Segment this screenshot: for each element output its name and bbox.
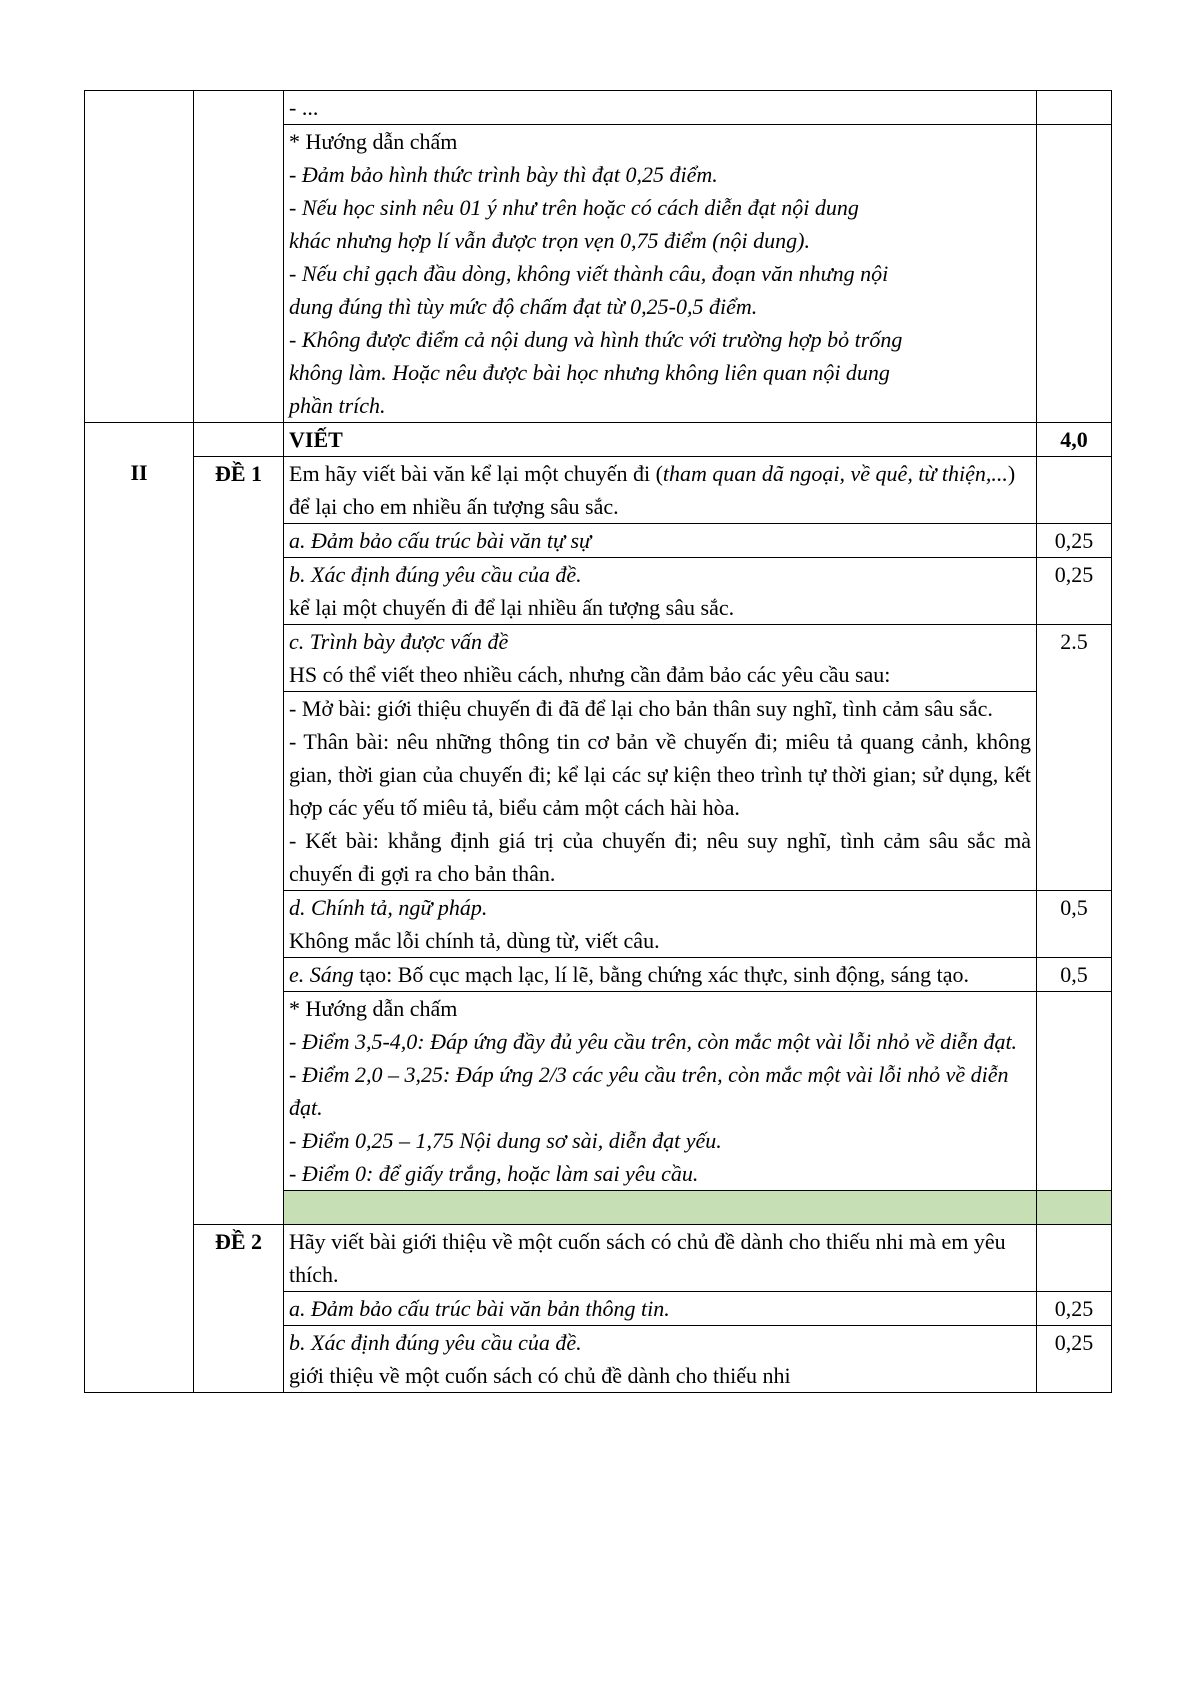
guide-line: - Điểm 2,0 – 3,25: Đáp ứng 2/3 các yêu cầu trên, còn mắc một vài lỗi nhỏ về diễn đạt. [289, 1062, 1009, 1120]
section-number [85, 423, 194, 1393]
guide-line: dung đúng thì tùy mức độ chấm đạt từ 0,25-0,5 điểm. [289, 294, 758, 319]
criterion-b-title: b. Xác định đúng yêu cầu của đề. [289, 1330, 582, 1355]
criterion-e-text: tạo: Bố cục mạch lạc, lí lẽ, bằng chứng xác thực, sinh động, sáng tạo. [353, 962, 970, 987]
de1-criterion-b [284, 558, 1037, 625]
criterion-a-text: a. Đảm bảo cấu trúc bài văn tự sự [289, 528, 592, 553]
score-a-text: 0,25 [1054, 528, 1094, 553]
highlight-cell [1037, 1191, 1112, 1225]
de1-score-e [1037, 958, 1112, 992]
de2-label [194, 1225, 284, 1393]
criterion-b-text: kể lại một chuyến đi để lại nhiều ấn tượng sâu sắc. [289, 595, 735, 620]
score-b-text: 0,25 [1054, 1330, 1094, 1355]
de1-score-d [1037, 891, 1112, 958]
de1-score-b [1037, 558, 1112, 625]
cell-empty [194, 423, 284, 457]
section-title [284, 423, 1037, 457]
guide-line: - Điểm 0: để giấy trắng, hoặc làm sai yêu cầu. [289, 1161, 699, 1186]
grading-table [84, 90, 1112, 1393]
section-roman: II [130, 460, 148, 485]
guide-title: * Hướng dẫn chấm [289, 129, 458, 154]
guide-line: khác nhưng hợp lí vẫn được trọn vẹn 0,75 điểm (nội dung). [289, 228, 810, 253]
de2-criterion-b [284, 1326, 1037, 1393]
de1-prompt-italic: tham quan dã ngoại, về quê, từ thiện,... [662, 461, 1008, 486]
de1-criterion-a [284, 524, 1037, 558]
criterion-b-title: b. Xác định đúng yêu cầu của đề. [289, 562, 582, 587]
table-row [85, 423, 1112, 457]
de2-prompt-text: Hãy viết bài giới thiệu về một cuốn sách có chủ đề dành cho thiếu nhi mà em yêu thích. [289, 1229, 1006, 1287]
de1-criterion-e [284, 958, 1037, 992]
guide-line: phần trích. [289, 393, 386, 418]
de1-label [194, 457, 284, 1225]
cell-empty [1037, 1225, 1112, 1292]
guide-line: không làm. Hoặc nêu được bài học nhưng không liên quan nội dung [289, 360, 890, 385]
guide-line: - Nếu học sinh nêu 01 ý như trên hoặc có cách diễn đạt nội dung [289, 195, 859, 220]
de1-criterion-c [284, 625, 1037, 692]
score-c-text: 2.5 [1060, 629, 1088, 654]
score-b-text: 0,25 [1054, 562, 1094, 587]
score-e-text: 0,5 [1060, 962, 1088, 987]
criterion-d-title: d. Chính tả, ngữ pháp. [289, 895, 488, 920]
de1-guide [284, 992, 1037, 1191]
de1-score-a [1037, 524, 1112, 558]
de1-score-c [1037, 625, 1112, 891]
section-score-text: 4,0 [1060, 427, 1088, 452]
criterion-c-text: HS có thể viết theo nhiều cách, nhưng cần đảm bảo các yêu cầu sau: [289, 662, 891, 687]
guide-line: - Không được điểm cả nội dung và hình thức với trường hợp bỏ trống [289, 327, 903, 352]
continuation-dash [284, 91, 1037, 125]
cell-empty [1037, 992, 1112, 1191]
outline-body: - Thân bài: nêu những thông tin cơ bản về chuyến đi; miêu tả quang cảnh, không gian, thời gian của chuyến đi; kể lại các sự kiện theo trình tự thời gian; sử dụng, kết hợp các yếu tố miêu tả, biểu cảm một cách hài hòa. [289, 729, 1031, 820]
criterion-a-text: a. Đảm bảo cấu trúc bài văn bản thông tin. [289, 1296, 670, 1321]
section-title-text: VIẾT [289, 427, 343, 452]
de2-prompt [284, 1225, 1037, 1292]
de1-prompt [284, 457, 1037, 524]
cell-empty [194, 91, 284, 423]
de2-label-text: ĐỀ 2 [214, 1229, 263, 1254]
outline-intro: - Mở bài: giới thiệu chuyến đi đã để lại cho bản thân suy nghĩ, tình cảm sâu sắc. [289, 696, 993, 721]
guide-title: * Hướng dẫn chấm [289, 996, 458, 1021]
outline-conclusion: - Kết bài: khẳng định giá trị của chuyến đi; nêu suy nghĩ, tình cảm sâu sắc mà chuyến đi gợi ra cho bản thân. [289, 828, 1031, 886]
table-row [85, 91, 1112, 125]
de1-essay-outline [284, 692, 1037, 891]
guide-line: - Điểm 3,5-4,0: Đáp ứng đầy đủ yêu cầu trên, còn mắc một vài lỗi nhỏ về diễn đạt. [289, 1029, 1018, 1054]
criterion-e-italic: e. Sáng [289, 962, 354, 987]
criterion-c-title: c. Trình bày được vấn đề [289, 629, 509, 654]
table-row [85, 1225, 1112, 1292]
table-row [85, 457, 1112, 524]
criterion-d-text: Không mắc lỗi chính tả, dùng từ, viết câu. [289, 928, 660, 953]
de1-prompt-end: ) để lại cho em nhiều ấn tượng sâu sắc. [289, 461, 1016, 519]
cell-empty [85, 91, 194, 423]
de2-criterion-a [284, 1292, 1037, 1326]
score-a-text: 0,25 [1054, 1296, 1094, 1321]
guide-line: - Điểm 0,25 – 1,75 Nội dung sơ sài, diễn đạt yếu. [289, 1128, 722, 1153]
highlight-cell [284, 1191, 1037, 1225]
cell-empty [1037, 125, 1112, 423]
de2-score-b [1037, 1326, 1112, 1393]
cell-empty [1037, 457, 1112, 524]
cell-empty [1037, 91, 1112, 125]
de1-prompt-text: Em hãy viết bài văn kể lại một chuyến đi ( [289, 461, 663, 486]
criterion-b-text: giới thiệu về một cuốn sách có chủ đề dành cho thiếu nhi [289, 1363, 791, 1388]
guide-line: - Đảm bảo hình thức trình bày thì đạt 0,25 điểm. [289, 162, 718, 187]
top-guide-cell [284, 125, 1037, 423]
guide-line: - Nếu chỉ gạch đầu dòng, không viết thành câu, đoạn văn nhưng nội [289, 261, 889, 286]
section-score [1037, 423, 1112, 457]
dash-text: - ... [289, 95, 319, 120]
de1-criterion-d [284, 891, 1037, 958]
score-d-text: 0,5 [1060, 895, 1088, 920]
de1-label-text: ĐỀ 1 [214, 461, 263, 486]
de2-score-a [1037, 1292, 1112, 1326]
